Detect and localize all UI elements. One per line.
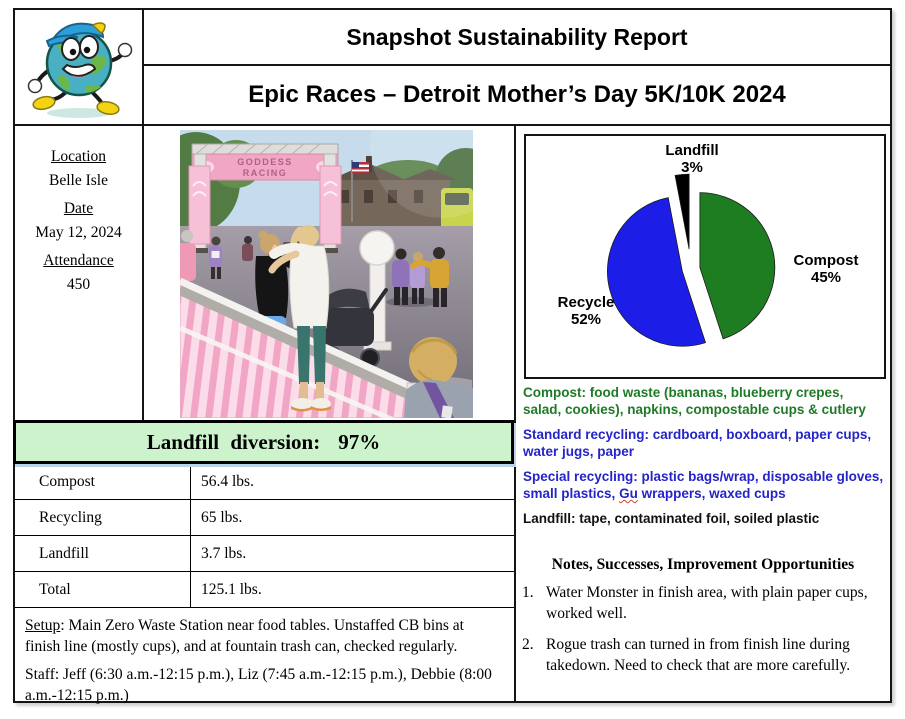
pie-label-landfill bbox=[632, 142, 752, 176]
row-label: Landfill bbox=[15, 536, 191, 571]
row-value: 65 lbs. bbox=[201, 508, 243, 526]
row-value: 125.1 lbs. bbox=[201, 580, 262, 598]
table-row bbox=[15, 536, 514, 572]
setup-body: : Main Zero Waste Station near food tables. Unstaffed CB bins at finish line (mostly cups), and at fountain trash can, checked regularly. bbox=[25, 617, 464, 655]
special-recycling-after: wrappers, waxed cups bbox=[637, 486, 786, 501]
arch-text-line1: GODDESS bbox=[237, 157, 293, 167]
pie-label-text: Compost bbox=[793, 252, 859, 269]
table-row bbox=[15, 500, 514, 536]
row-label: Total bbox=[15, 572, 191, 607]
table-row bbox=[15, 464, 514, 500]
row-value: 3.7 lbs. bbox=[201, 544, 247, 562]
pie-label-recycle bbox=[530, 294, 642, 328]
pie-label-text: Recycle bbox=[557, 294, 615, 311]
date-label: Date bbox=[63, 200, 94, 217]
misspelled-word: Gu bbox=[619, 486, 638, 501]
finish-line-photo bbox=[180, 130, 473, 418]
pie-slice-landfill bbox=[675, 174, 689, 249]
attendance-value: 450 bbox=[66, 276, 91, 293]
report-title: Snapshot Sustainability Report bbox=[144, 10, 890, 66]
diversion-label: Landfill diversion: bbox=[146, 429, 321, 454]
category-special-recycling bbox=[523, 468, 885, 502]
setup-text bbox=[25, 615, 502, 657]
note-item bbox=[522, 582, 884, 624]
right-panel bbox=[514, 126, 890, 701]
waste-pie-chart bbox=[524, 134, 886, 379]
setup-label: Setup bbox=[25, 617, 61, 634]
note-number: 1. bbox=[522, 584, 534, 601]
waste-categories bbox=[523, 384, 885, 535]
category-standard-recycling: Standard recycling: cardboard, boxboard, paper cups, water jugs, paper bbox=[523, 427, 872, 459]
attendance-label: Attendance bbox=[43, 252, 114, 269]
pie-label-text: Landfill bbox=[665, 142, 719, 159]
pie-label-pct: 52% bbox=[570, 311, 602, 328]
event-title: Epic Races – Detroit Mother’s Day 5K/10K 2024 bbox=[144, 66, 890, 126]
pie-slice-compost bbox=[700, 193, 775, 339]
event-info-sidebar bbox=[15, 126, 144, 420]
note-text: Water Monster in finish area, with plain paper cups, worked well. bbox=[546, 584, 868, 622]
note-item bbox=[522, 634, 884, 676]
note-text: Rogue trash can turned in from finish line during takedown. Need to check that are more carefully. bbox=[546, 636, 851, 674]
note-number: 2. bbox=[522, 636, 534, 653]
photo-cell bbox=[146, 126, 514, 420]
running-earth-logo-icon bbox=[19, 13, 139, 121]
arch-text-line2: RACING bbox=[242, 168, 288, 178]
logo-cell bbox=[15, 10, 144, 126]
report-document bbox=[13, 8, 892, 703]
row-value: 56.4 lbs. bbox=[201, 472, 254, 490]
pie-label-pct: 3% bbox=[681, 159, 703, 176]
row-label: Recycling bbox=[15, 500, 191, 535]
diversion-banner bbox=[13, 420, 514, 464]
setup-staff-cell bbox=[15, 608, 514, 704]
notes-heading: Notes, Successes, Improvement Opportunities bbox=[551, 556, 855, 573]
notes-list bbox=[522, 582, 884, 686]
special-recycling-before: Special recycling: plastic bags/wrap, disposable gloves, small plastics, bbox=[523, 469, 884, 501]
table-row bbox=[15, 572, 514, 608]
row-label: Compost bbox=[15, 464, 191, 499]
staff-text: Staff: Jeff (6:30 a.m.-12:15 p.m.), Liz (7:45 a.m.-12:15 p.m.), Debbie (8:00 a.m.-12:15 p.m.) bbox=[25, 666, 492, 704]
category-compost: Compost: food waste (bananas, blueberry crepes, salad, cookies), napkins, compostable cups & cutlery bbox=[523, 385, 866, 417]
location-label: Location bbox=[50, 148, 107, 165]
date-value: May 12, 2024 bbox=[35, 224, 122, 241]
pie-label-pct: 45% bbox=[810, 269, 842, 286]
location-value: Belle Isle bbox=[49, 172, 108, 189]
diversion-value: 97% bbox=[338, 429, 381, 454]
pie-label-compost bbox=[770, 252, 882, 286]
category-landfill: Landfill: tape, contaminated foil, soiled plastic bbox=[523, 511, 820, 526]
